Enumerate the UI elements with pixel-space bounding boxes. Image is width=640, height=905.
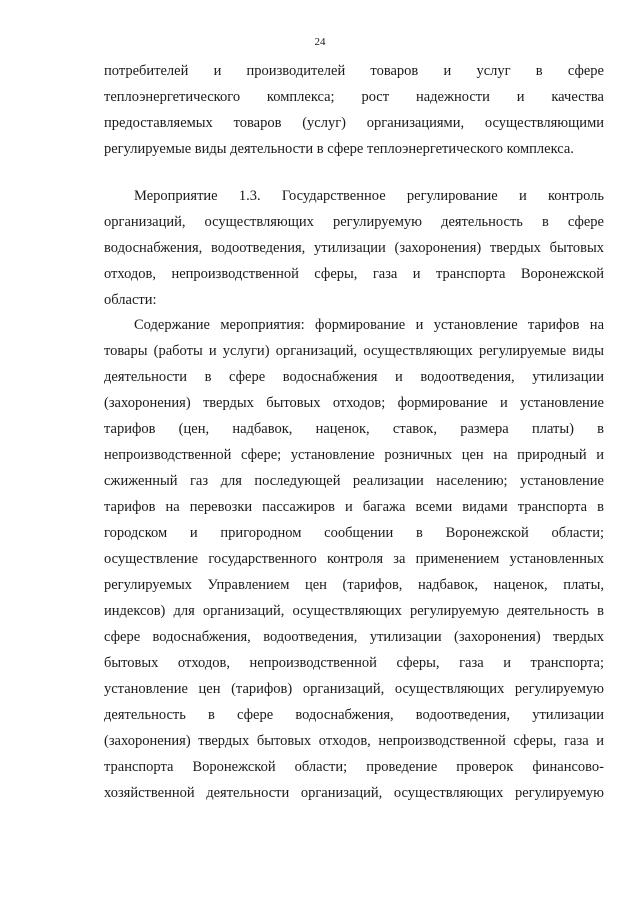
text-line: товары (работы и услуги) организаций, осуществляющих регулируемые виды bbox=[104, 343, 604, 359]
text-line: теплоэнергетического комплекса; рост надежности и качества bbox=[104, 89, 604, 105]
text-line: хозяйственной деятельности организаций, осуществляющих регулируемую bbox=[104, 785, 604, 801]
text-line: осуществление государственного контроля за применением установленных bbox=[104, 551, 604, 567]
text-line: деятельность в сфере водоснабжения, водоотведения, утилизации bbox=[104, 707, 604, 723]
text-line: регулируемых Управлением цен (тарифов, надбавок, наценок, платы, bbox=[104, 577, 604, 593]
text-line: бытовых отходов, непроизводственной сферы, газа и транспорта; bbox=[104, 655, 604, 671]
paragraph-teploenergetika-continued bbox=[104, 58, 604, 162]
text-line: области: bbox=[104, 292, 157, 308]
text-line: транспорта Воронежской области; проведение проверок финансово- bbox=[104, 759, 604, 775]
paragraph-measure-1-3-title bbox=[104, 183, 604, 313]
text-line: непроизводственной сфере; установление розничных цен на природный и bbox=[104, 447, 604, 463]
text-line: сжиженный газ для последующей реализации населению; установление bbox=[104, 473, 604, 489]
text-line: отходов, непроизводственной сферы, газа и транспорта Воронежской bbox=[104, 266, 604, 282]
text-line: (захоронения) твердых бытовых отходов, непроизводственной сферы, газа и bbox=[104, 733, 604, 749]
text-line: установление цен (тарифов) организаций, осуществляющих регулируемую bbox=[104, 681, 604, 697]
text-line: организаций, осуществляющих регулируемую деятельность в сфере bbox=[104, 214, 604, 230]
text-line: городском и пригородном сообщении в Воронежской области; bbox=[104, 525, 604, 541]
paragraph-measure-content bbox=[104, 312, 604, 806]
text-line: сфере водоснабжения, водоотведения, утилизации (захоронения) твердых bbox=[104, 629, 604, 645]
text-line: тарифов на перевозки пассажиров и багажа всеми видами транспорта в bbox=[104, 499, 604, 515]
text-line: тарифов (цен, надбавок, наценок, ставок, размера платы) в bbox=[104, 421, 604, 437]
text-line: предоставляемых товаров (услуг) организациями, осуществляющими bbox=[104, 115, 604, 131]
text-line: (захоронения) твердых бытовых отходов; формирование и установление bbox=[104, 395, 604, 411]
text-line: индексов) для организаций, осуществляющих регулируемую деятельность в bbox=[104, 603, 604, 619]
text-line: деятельности в сфере водоснабжения и водоотведения, утилизации bbox=[104, 369, 604, 385]
text-line: регулируемые виды деятельности в сфере теплоэнергетического комплекса. bbox=[104, 141, 574, 157]
text-line: водоснабжения, водоотведения, утилизации (захоронения) твердых бытовых bbox=[104, 240, 604, 256]
text-line: Содержание мероприятия: формирование и установление тарифов на bbox=[134, 317, 604, 333]
page-number: 24 bbox=[314, 36, 326, 48]
text-line: потребителей и производителей товаров и услуг в сфере bbox=[104, 63, 604, 79]
text-line: Мероприятие 1.3. Государственное регулирование и контроль bbox=[134, 188, 604, 204]
